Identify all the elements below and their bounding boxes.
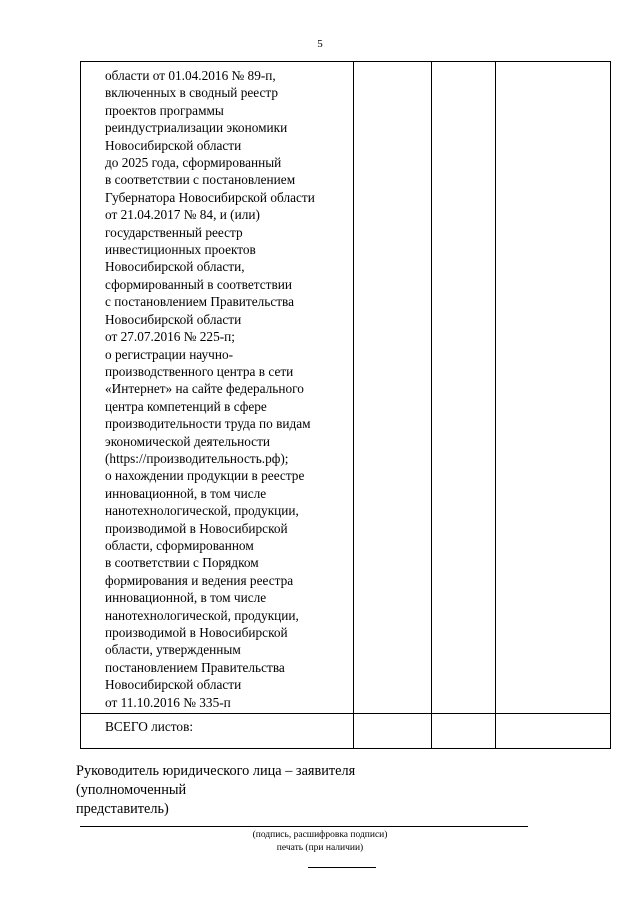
description-line: сформированный в соответствии	[105, 276, 292, 292]
description-line: до 2025 года, сформированный	[105, 155, 282, 171]
description-line: Новосибирской области,	[105, 259, 245, 275]
document-table	[80, 61, 611, 749]
table-row	[81, 62, 611, 714]
description-line: Новосибирской области	[105, 677, 242, 693]
signature-title-line: представитель)	[76, 801, 169, 817]
description-line: с постановлением Правительства	[105, 294, 295, 310]
table-cell-empty	[432, 714, 496, 749]
description-text	[105, 67, 349, 711]
description-line: нанотехнологической, продукции,	[105, 607, 299, 623]
description-line: области, сформированном	[105, 537, 254, 553]
table-row-total	[81, 714, 611, 749]
description-line: Новосибирской области	[105, 311, 242, 327]
total-label: ВСЕГО листов:	[81, 714, 354, 749]
table-cell-empty	[496, 714, 611, 749]
description-line: постановлением Правительства	[105, 659, 285, 675]
stamp-hint: печать (при наличии)	[276, 843, 364, 853]
description-line: о нахождении продукции в реестре	[105, 468, 305, 484]
description-line: производительности труда по видам	[105, 416, 311, 432]
signature-block	[76, 762, 355, 819]
signature-line	[80, 826, 528, 827]
table-cell-empty	[496, 62, 611, 714]
description-line: государственный реестр	[105, 224, 243, 240]
description-line: экономической деятельности	[105, 433, 270, 449]
description-line: центра компетенций в сфере	[105, 398, 267, 414]
bottom-separator	[308, 867, 376, 868]
table-cell-empty	[354, 714, 432, 749]
description-line: Губернатора Новосибирской области	[105, 189, 315, 205]
description-line: от 21.04.2017 № 84, и (или)	[105, 207, 260, 223]
description-line: проектов программы	[105, 102, 224, 118]
description-line: включенных в сводный реестр	[105, 85, 279, 101]
description-line: от 11.10.2016 № 335-п	[105, 694, 231, 710]
signature-title-line: (уполномоченный	[76, 782, 187, 798]
description-line: от 27.07.2016 № 225-п;	[105, 329, 235, 345]
description-line: о регистрации научно-	[105, 346, 234, 362]
description-line: производимой в Новосибирской	[105, 625, 288, 640]
description-line: в соответствии с постановлением	[105, 172, 296, 188]
description-line: производимой в Новосибирской	[105, 520, 288, 536]
description-line: формирования и ведения реестра	[105, 572, 294, 588]
description-line: области от 01.04.2016 № 89-п,	[105, 68, 276, 83]
description-line: в соответствии с Порядком	[105, 555, 259, 571]
signature-title-line: Руководитель юридического лица – заявителя	[76, 763, 356, 779]
description-line: реиндустриализации экономики	[105, 120, 288, 136]
table-cell-description	[81, 62, 354, 714]
description-line: нанотехнологической, продукции,	[105, 503, 299, 519]
description-line: инвестиционных проектов	[105, 242, 256, 258]
description-line: инновационной, в том числе	[105, 485, 267, 501]
description-line: производственного центра в сети	[105, 363, 294, 379]
description-line: (https://производительность.рф);	[105, 450, 289, 466]
table-cell-empty	[432, 62, 496, 714]
page-number: 5	[317, 38, 323, 50]
description-line: Новосибирской области	[105, 137, 242, 153]
description-line: инновационной, в том числе	[105, 590, 267, 606]
description-line: «Интернет» на сайте федерального	[105, 381, 304, 397]
description-line: области, утвержденным	[105, 642, 241, 658]
signature-hint: (подпись, расшифровка подписи)	[252, 830, 388, 840]
table-cell-empty	[354, 62, 432, 714]
